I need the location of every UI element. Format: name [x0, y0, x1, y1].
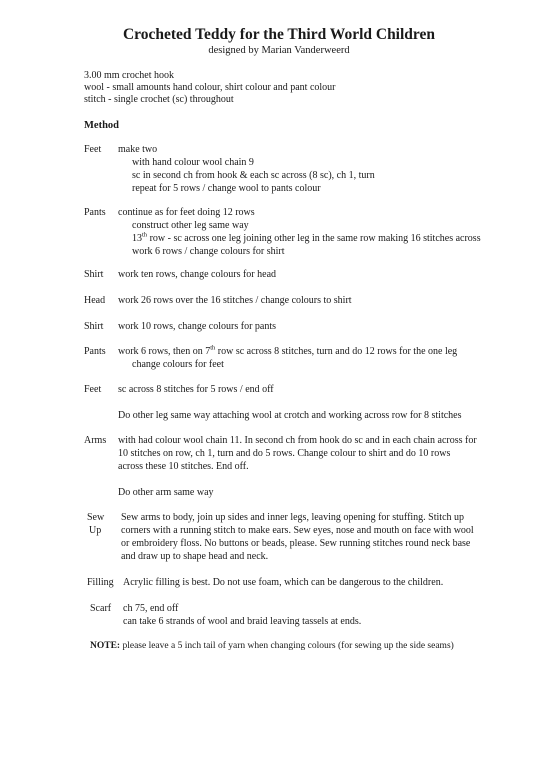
section-scarf-text: [123, 602, 543, 628]
document-subtitle: designed by Marian Vanderweerd: [208, 45, 350, 56]
section-label-sew: Sew: [87, 512, 105, 523]
section-label-head: Head: [84, 295, 106, 306]
section-feet-text: [118, 143, 538, 195]
material-wool: wool - small amounts hand colour, shirt colour and pant colour: [84, 82, 336, 93]
feet-line: repeat for 5 rows / change wool to pants colour: [132, 183, 321, 194]
pants-line-row13: 13th row - sc across one leg joining other leg in the same row making 16 stitches across: [132, 231, 481, 244]
section-label-pants: Pants: [84, 207, 106, 218]
other-leg-instruction: [118, 409, 538, 422]
section-label-shirt: Shirt: [84, 269, 104, 280]
feet-line: make two: [118, 144, 158, 155]
other-leg-line: Do other leg same way attaching wool at crotch and working across row for 8 stitches: [118, 410, 462, 421]
filling-line: Acrylic filling is best. Do not use foam, which can be dangerous to the children.: [123, 577, 444, 588]
section-label-filling: Filling: [87, 577, 114, 588]
document-title: Crocheted Teddy for the Third World Children: [122, 26, 436, 43]
pants-line: continue as for feet doing 12 rows: [118, 207, 255, 218]
shirt-line: work ten rows, change colours for head: [118, 269, 277, 280]
section-label-pants: Pants: [84, 346, 106, 357]
section-pants-text: [118, 206, 538, 258]
arms-line: with had colour wool chain 11. In second ch from hook do sc and in each chain across for: [118, 435, 477, 446]
arms-line: across these 10 stitches. End off.: [118, 461, 249, 472]
section-filling-text: [123, 576, 543, 589]
section-label-feet: Feet: [84, 144, 102, 155]
section-label-scarf: Scarf: [90, 603, 112, 614]
section-arms-text: [118, 434, 538, 473]
sewup-line: or embroidery floss. No buttons or beads, please. Sew running stitches round neck base: [121, 538, 471, 549]
scarf-line: ch 75, end off: [123, 603, 179, 614]
section-label-feet: Feet: [84, 384, 102, 395]
pants-line: work 6 rows / change colours for shirt: [132, 246, 285, 257]
method-heading: Method: [84, 120, 119, 131]
other-arm-instruction: [118, 486, 538, 499]
pants-line-row7: work 6 rows, then on 7th row sc across 8 stitches, turn and do 12 rows for the one leg: [118, 344, 458, 357]
feet-line: sc across 8 stitches for 5 rows / end off: [118, 384, 274, 395]
scarf-line: can take 6 strands of wool and braid leaving tassels at ends.: [123, 616, 362, 627]
material-stitch: stitch - single crochet (sc) throughout: [84, 94, 234, 105]
section-shirt-text: [118, 268, 538, 281]
other-arm-line: Do other arm same way: [118, 487, 214, 498]
feet-line: sc in second ch from hook & each sc across (8 sc), ch 1, turn: [132, 170, 375, 181]
section-label-up: Up: [89, 525, 102, 536]
section-shirt-text: [118, 320, 538, 333]
sewup-line: corners with a running stitch to make ears. Sew eyes, nose and mouth on face with wool: [121, 525, 474, 536]
section-pants-text: [118, 345, 538, 371]
note-text: please leave a 5 inch tail of yarn when changing colours (for sewing up the side seams): [122, 641, 454, 651]
feet-line: with hand colour wool chain 9: [132, 157, 254, 168]
pants-line: construct other leg same way: [132, 220, 249, 231]
section-label-arms: Arms: [84, 435, 107, 446]
pants-line: change colours for feet: [132, 359, 224, 370]
shirt-line: work 10 rows, change colours for pants: [118, 321, 277, 332]
head-line: work 26 rows over the 16 stitches / change colours to shirt: [118, 295, 352, 306]
material-hook: 3.00 mm crochet hook: [84, 70, 174, 81]
footnote: [90, 641, 454, 651]
section-label-shirt: Shirt: [84, 321, 104, 332]
sewup-line: Sew arms to body, join up sides and inner legs, leaving opening for stuffing. Stitch up: [121, 512, 465, 523]
section-feet-text: [118, 383, 538, 396]
sewup-line: and draw up to shape head and neck.: [121, 551, 269, 562]
note-label: NOTE:: [90, 641, 121, 651]
section-sewup-text: [121, 511, 541, 563]
arms-line: 10 stitches on row, ch 1, turn and do 5 rows. Change colour to shirt and do 10 rows: [118, 448, 451, 459]
section-head-text: [118, 294, 538, 307]
